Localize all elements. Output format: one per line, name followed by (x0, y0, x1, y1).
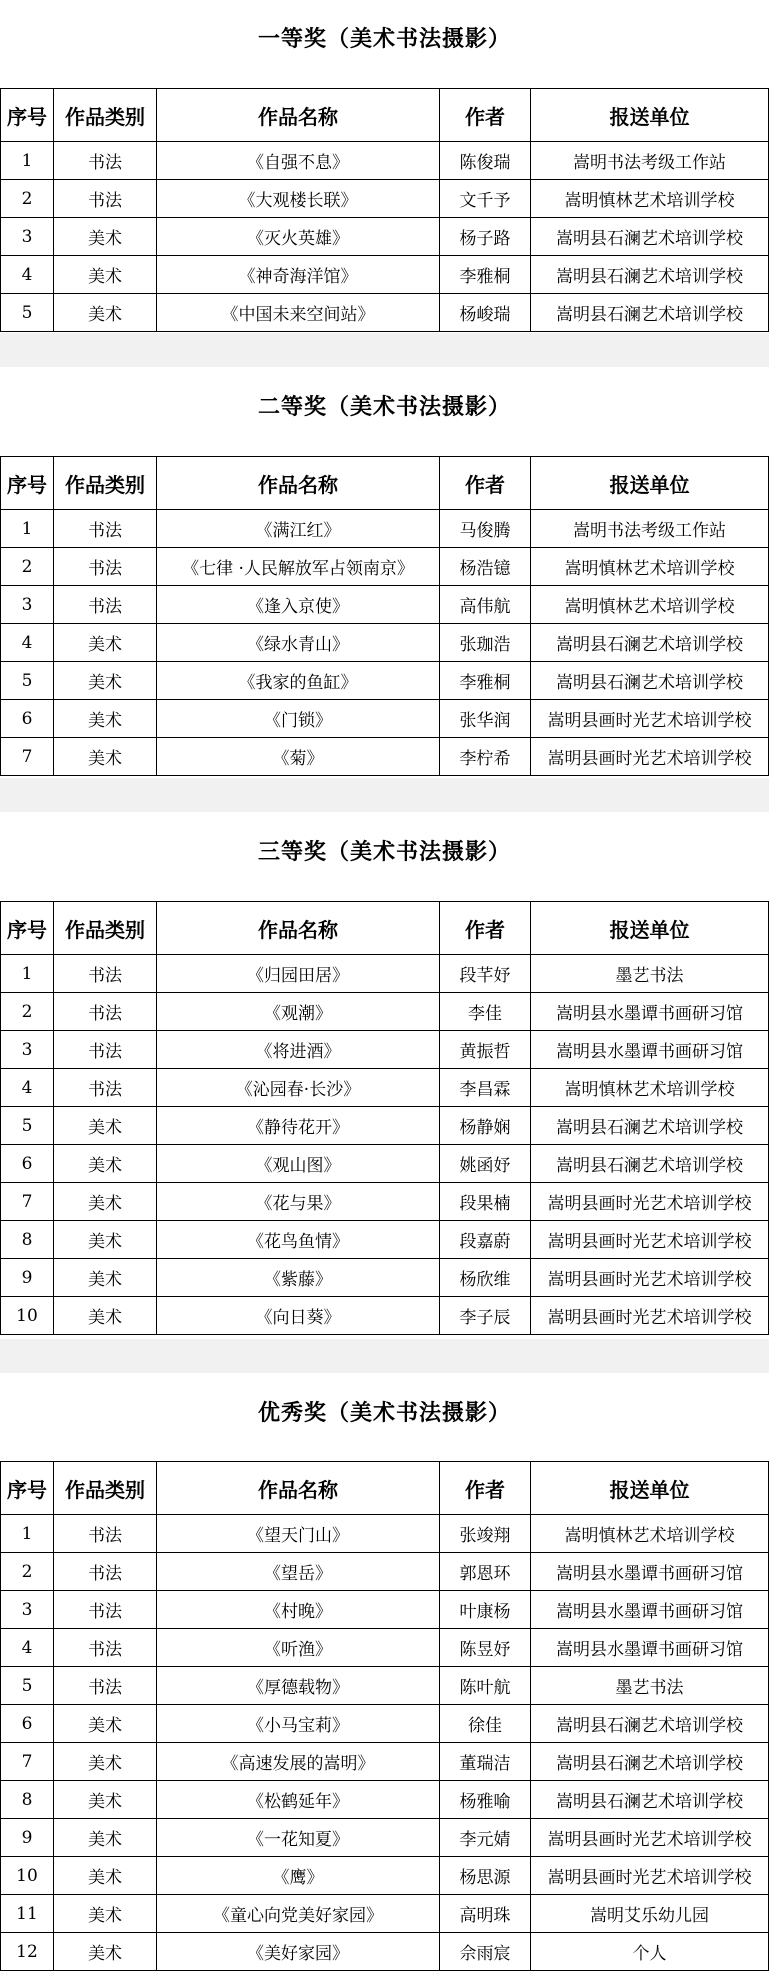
header-author: 作者 (440, 89, 531, 142)
cell-work-title: 《菊》 (157, 738, 440, 776)
table-row (1, 256, 769, 294)
cell-unit: 嵩明县画时光艺术培训学校 (531, 1221, 769, 1259)
cell-category: 美术 (54, 1259, 157, 1297)
cell-unit: 嵩明县石澜艺术培训学校 (531, 1705, 769, 1743)
cell-index: 4 (1, 624, 54, 662)
cell-index: 2 (1, 180, 54, 218)
table-row (1, 510, 769, 548)
header-work-title: 作品名称 (157, 457, 440, 510)
cell-category: 美术 (54, 662, 157, 700)
cell-author: 李雅桐 (440, 256, 531, 294)
cell-index: 7 (1, 1743, 54, 1781)
cell-category: 美术 (54, 1705, 157, 1743)
cell-unit: 嵩明慎林艺术培训学校 (531, 180, 769, 218)
cell-author: 李柠希 (440, 738, 531, 776)
cell-unit: 嵩明县水墨谭书画研习馆 (531, 1553, 769, 1591)
table-row (1, 738, 769, 776)
cell-work-title: 《我家的鱼缸》 (157, 662, 440, 700)
cell-category: 书法 (54, 993, 157, 1031)
cell-index: 1 (1, 1515, 54, 1553)
cell-work-title: 《听渔》 (157, 1629, 440, 1667)
cell-unit: 嵩明县石澜艺术培训学校 (531, 662, 769, 700)
cell-index: 3 (1, 1591, 54, 1629)
cell-author: 杨子路 (440, 218, 531, 256)
cell-category: 美术 (54, 218, 157, 256)
cell-unit: 嵩明县画时光艺术培训学校 (531, 738, 769, 776)
cell-category: 书法 (54, 548, 157, 586)
table-row (1, 1069, 769, 1107)
table-row (1, 1629, 769, 1667)
cell-category: 书法 (54, 180, 157, 218)
cell-unit: 嵩明县石澜艺术培训学校 (531, 256, 769, 294)
cell-work-title: 《中国未来空间站》 (157, 294, 440, 332)
cell-category: 书法 (54, 1069, 157, 1107)
cell-category: 美术 (54, 738, 157, 776)
cell-category: 美术 (54, 1857, 157, 1895)
cell-category: 书法 (54, 1667, 157, 1705)
table-row (1, 1107, 769, 1145)
cell-category: 美术 (54, 1107, 157, 1145)
cell-author: 黄振哲 (440, 1031, 531, 1069)
table-row (1, 1705, 769, 1743)
cell-work-title: 《村晚》 (157, 1591, 440, 1629)
table-row (1, 1183, 769, 1221)
cell-author: 张华润 (440, 700, 531, 738)
cell-work-title: 《大观楼长联》 (157, 180, 440, 218)
cell-category: 美术 (54, 294, 157, 332)
second-prize-title: 二等奖（美术书法摄影） (257, 394, 511, 420)
cell-work-title: 《自强不息》 (157, 142, 440, 180)
table-header-row (1, 902, 769, 955)
table-header-row (1, 1462, 769, 1515)
header-unit: 报送单位 (531, 902, 769, 955)
cell-work-title: 《望天门山》 (157, 1515, 440, 1553)
cell-unit: 嵩明县石澜艺术培训学校 (531, 1107, 769, 1145)
cell-author: 高伟航 (440, 586, 531, 624)
cell-category: 书法 (54, 955, 157, 993)
cell-unit: 嵩明书法考级工作站 (531, 142, 769, 180)
cell-unit: 嵩明县石澜艺术培训学校 (531, 1781, 769, 1819)
table-row (1, 955, 769, 993)
cell-index: 4 (1, 256, 54, 294)
cell-index: 10 (1, 1297, 54, 1335)
cell-author: 陈昱妤 (440, 1629, 531, 1667)
cell-unit: 嵩明县水墨谭书画研习馆 (531, 1629, 769, 1667)
cell-category: 书法 (54, 142, 157, 180)
cell-category: 美术 (54, 1895, 157, 1933)
cell-category: 美术 (54, 1819, 157, 1857)
cell-unit: 嵩明县水墨谭书画研习馆 (531, 993, 769, 1031)
table-header-row (1, 89, 769, 142)
cell-work-title: 《童心向党美好家园》 (157, 1895, 440, 1933)
cell-index: 9 (1, 1259, 54, 1297)
cell-unit: 墨艺书法 (531, 955, 769, 993)
table-row (1, 180, 769, 218)
cell-author: 佘雨宸 (440, 1933, 531, 1971)
cell-index: 1 (1, 955, 54, 993)
cell-unit: 嵩明县画时光艺术培训学校 (531, 1857, 769, 1895)
header-unit: 报送单位 (531, 457, 769, 510)
table-row (1, 1297, 769, 1335)
table-row (1, 1515, 769, 1553)
cell-unit: 嵩明县石澜艺术培训学校 (531, 294, 769, 332)
cell-author: 文千予 (440, 180, 531, 218)
third-prize-title: 三等奖（美术书法摄影） (257, 839, 511, 865)
excellence-prize-table (0, 1461, 769, 1971)
cell-index: 5 (1, 1107, 54, 1145)
header-unit: 报送单位 (531, 1462, 769, 1515)
cell-work-title: 《花鸟鱼情》 (157, 1221, 440, 1259)
header-index: 序号 (1, 902, 54, 955)
cell-author: 李子辰 (440, 1297, 531, 1335)
cell-work-title: 《观潮》 (157, 993, 440, 1031)
cell-index: 2 (1, 548, 54, 586)
cell-author: 段芊妤 (440, 955, 531, 993)
cell-category: 美术 (54, 1183, 157, 1221)
cell-work-title: 《将进酒》 (157, 1031, 440, 1069)
cell-index: 7 (1, 738, 54, 776)
cell-index: 5 (1, 294, 54, 332)
cell-work-title: 《静待花开》 (157, 1107, 440, 1145)
table-row (1, 662, 769, 700)
cell-author: 董瑞洁 (440, 1743, 531, 1781)
cell-index: 1 (1, 510, 54, 548)
table-row (1, 1857, 769, 1895)
table-row (1, 1743, 769, 1781)
cell-work-title: 《七律 ·人民解放军占领南京》 (157, 548, 440, 586)
cell-index: 3 (1, 1031, 54, 1069)
table-row (1, 700, 769, 738)
cell-unit: 嵩明慎林艺术培训学校 (531, 1515, 769, 1553)
cell-unit: 嵩明县画时光艺术培训学校 (531, 1297, 769, 1335)
cell-category: 美术 (54, 1933, 157, 1971)
table-row (1, 142, 769, 180)
table-row (1, 1145, 769, 1183)
table-row (1, 1819, 769, 1857)
cell-index: 6 (1, 1145, 54, 1183)
cell-work-title: 《紫藤》 (157, 1259, 440, 1297)
cell-index: 8 (1, 1781, 54, 1819)
cell-unit: 嵩明慎林艺术培训学校 (531, 1069, 769, 1107)
table-row (1, 1591, 769, 1629)
cell-index: 11 (1, 1895, 54, 1933)
cell-category: 书法 (54, 1591, 157, 1629)
cell-unit: 嵩明县石澜艺术培训学校 (531, 624, 769, 662)
cell-work-title: 《一花知夏》 (157, 1819, 440, 1857)
cell-index: 1 (1, 142, 54, 180)
cell-unit: 嵩明书法考级工作站 (531, 510, 769, 548)
cell-work-title: 《向日葵》 (157, 1297, 440, 1335)
cell-author: 李昌霖 (440, 1069, 531, 1107)
cell-category: 美术 (54, 624, 157, 662)
cell-category: 美术 (54, 700, 157, 738)
cell-category: 书法 (54, 1553, 157, 1591)
cell-work-title: 《望岳》 (157, 1553, 440, 1591)
cell-author: 杨峻瑞 (440, 294, 531, 332)
first-prize-title: 一等奖（美术书法摄影） (257, 26, 511, 52)
table-row (1, 624, 769, 662)
cell-index: 6 (1, 700, 54, 738)
table-row (1, 1781, 769, 1819)
cell-work-title: 《逢入京使》 (157, 586, 440, 624)
cell-category: 书法 (54, 1031, 157, 1069)
cell-index: 3 (1, 218, 54, 256)
cell-author: 高明珠 (440, 1895, 531, 1933)
cell-author: 陈叶航 (440, 1667, 531, 1705)
cell-work-title: 《松鹤延年》 (157, 1781, 440, 1819)
cell-author: 叶康杨 (440, 1591, 531, 1629)
first-prize-table (0, 88, 769, 332)
table-row (1, 294, 769, 332)
cell-work-title: 《高速发展的嵩明》 (157, 1743, 440, 1781)
third-prize-table (0, 901, 769, 1335)
cell-unit: 嵩明艾乐幼儿园 (531, 1895, 769, 1933)
cell-work-title: 《花与果》 (157, 1183, 440, 1221)
table-row (1, 548, 769, 586)
cell-author: 李佳 (440, 993, 531, 1031)
table-row (1, 1259, 769, 1297)
cell-work-title: 《观山图》 (157, 1145, 440, 1183)
cell-author: 李元婧 (440, 1819, 531, 1857)
header-work-title: 作品名称 (157, 1462, 440, 1515)
cell-author: 杨浩镱 (440, 548, 531, 586)
cell-category: 书法 (54, 510, 157, 548)
table-row (1, 1031, 769, 1069)
cell-index: 8 (1, 1221, 54, 1259)
cell-unit: 嵩明慎林艺术培训学校 (531, 586, 769, 624)
cell-unit: 嵩明县水墨谭书画研习馆 (531, 1031, 769, 1069)
cell-author: 陈俊瑞 (440, 142, 531, 180)
cell-author: 李雅桐 (440, 662, 531, 700)
cell-author: 段嘉蔚 (440, 1221, 531, 1259)
cell-author: 郭恩环 (440, 1553, 531, 1591)
header-author: 作者 (440, 457, 531, 510)
header-category: 作品类别 (54, 89, 157, 142)
table-header-row (1, 457, 769, 510)
cell-category: 书法 (54, 1515, 157, 1553)
cell-unit: 嵩明县水墨谭书画研习馆 (531, 1591, 769, 1629)
cell-index: 6 (1, 1705, 54, 1743)
cell-work-title: 《美好家园》 (157, 1933, 440, 1971)
cell-category: 美术 (54, 1145, 157, 1183)
cell-work-title: 《神奇海洋馆》 (157, 256, 440, 294)
cell-author: 段果楠 (440, 1183, 531, 1221)
cell-category: 美术 (54, 1781, 157, 1819)
cell-unit: 嵩明县画时光艺术培训学校 (531, 1183, 769, 1221)
cell-unit: 嵩明县画时光艺术培训学校 (531, 1259, 769, 1297)
table-row (1, 1933, 769, 1971)
cell-unit: 个人 (531, 1933, 769, 1971)
cell-category: 书法 (54, 1629, 157, 1667)
cell-index: 12 (1, 1933, 54, 1971)
table-row (1, 1221, 769, 1259)
header-author: 作者 (440, 902, 531, 955)
cell-unit: 嵩明慎林艺术培训学校 (531, 548, 769, 586)
cell-unit: 嵩明县石澜艺术培训学校 (531, 218, 769, 256)
header-work-title: 作品名称 (157, 89, 440, 142)
second-prize-table (0, 456, 769, 776)
header-index: 序号 (1, 89, 54, 142)
cell-category: 美术 (54, 256, 157, 294)
cell-index: 2 (1, 1553, 54, 1591)
cell-author: 杨雅喻 (440, 1781, 531, 1819)
cell-author: 杨思源 (440, 1857, 531, 1895)
cell-work-title: 《小马宝莉》 (157, 1705, 440, 1743)
cell-unit: 嵩明县画时光艺术培训学校 (531, 1819, 769, 1857)
header-index: 序号 (1, 1462, 54, 1515)
cell-work-title: 《门锁》 (157, 700, 440, 738)
table-row (1, 586, 769, 624)
cell-work-title: 《沁园春·长沙》 (157, 1069, 440, 1107)
header-author: 作者 (440, 1462, 531, 1515)
header-category: 作品类别 (54, 1462, 157, 1515)
cell-category: 美术 (54, 1297, 157, 1335)
cell-author: 张竣翔 (440, 1515, 531, 1553)
cell-unit: 嵩明县石澜艺术培训学校 (531, 1743, 769, 1781)
cell-work-title: 《灭火英雄》 (157, 218, 440, 256)
cell-work-title: 《厚德载物》 (157, 1667, 440, 1705)
table-row (1, 1553, 769, 1591)
table-row (1, 218, 769, 256)
header-work-title: 作品名称 (157, 902, 440, 955)
cell-index: 4 (1, 1629, 54, 1667)
cell-unit: 嵩明县石澜艺术培训学校 (531, 1145, 769, 1183)
cell-work-title: 《满江红》 (157, 510, 440, 548)
cell-index: 9 (1, 1819, 54, 1857)
cell-author: 杨静娴 (440, 1107, 531, 1145)
cell-author: 姚函妤 (440, 1145, 531, 1183)
cell-author: 徐佳 (440, 1705, 531, 1743)
cell-index: 2 (1, 993, 54, 1031)
cell-author: 张珈浩 (440, 624, 531, 662)
cell-index: 5 (1, 662, 54, 700)
header-index: 序号 (1, 457, 54, 510)
cell-category: 书法 (54, 586, 157, 624)
cell-index: 5 (1, 1667, 54, 1705)
table-row (1, 1667, 769, 1705)
cell-index: 3 (1, 586, 54, 624)
cell-work-title: 《归园田居》 (157, 955, 440, 993)
cell-work-title: 《绿水青山》 (157, 624, 440, 662)
cell-unit: 嵩明县画时光艺术培训学校 (531, 700, 769, 738)
table-row (1, 1895, 769, 1933)
cell-index: 7 (1, 1183, 54, 1221)
cell-category: 美术 (54, 1743, 157, 1781)
cell-index: 4 (1, 1069, 54, 1107)
table-row (1, 993, 769, 1031)
cell-category: 美术 (54, 1221, 157, 1259)
excellence-prize-title: 优秀奖（美术书法摄影） (257, 1400, 511, 1426)
header-category: 作品类别 (54, 457, 157, 510)
cell-author: 杨欣维 (440, 1259, 531, 1297)
cell-index: 10 (1, 1857, 54, 1895)
header-category: 作品类别 (54, 902, 157, 955)
header-unit: 报送单位 (531, 89, 769, 142)
cell-work-title: 《鹰》 (157, 1857, 440, 1895)
cell-author: 马俊腾 (440, 510, 531, 548)
cell-unit: 墨艺书法 (531, 1667, 769, 1705)
